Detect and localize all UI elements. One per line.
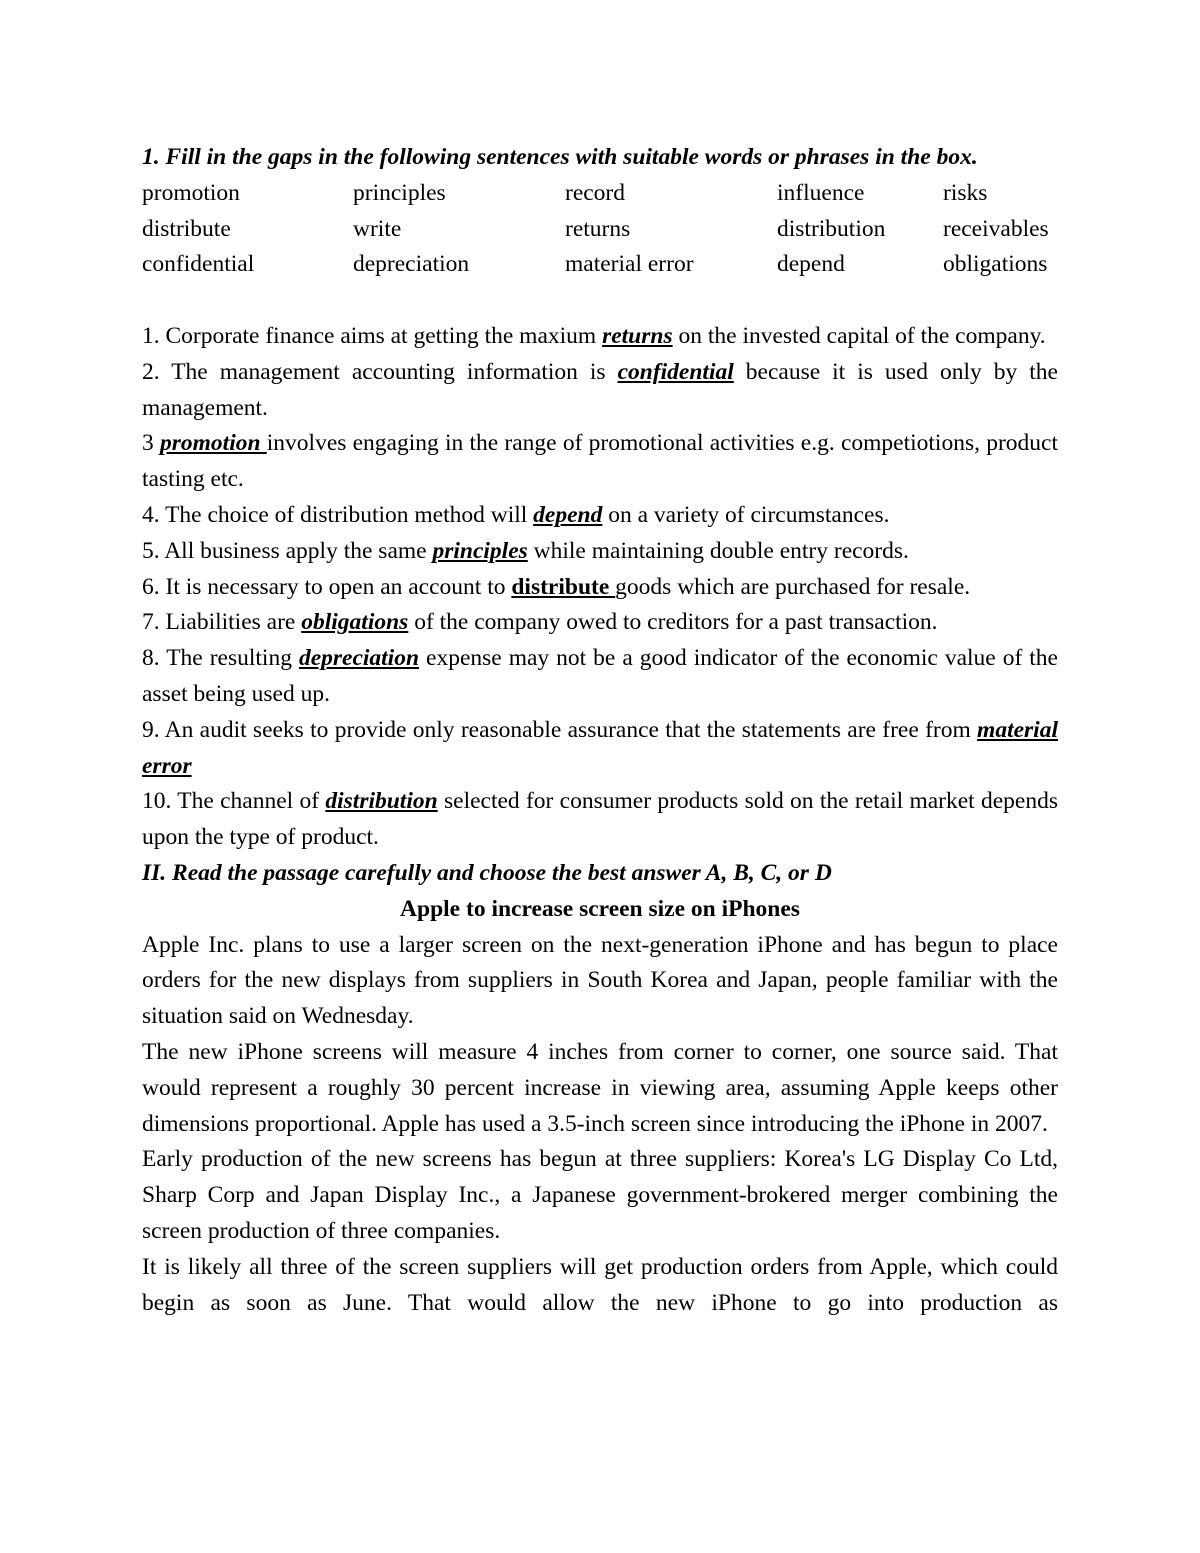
sentence-text: 2. The management accounting information is (142, 358, 618, 385)
sentence-7 (142, 605, 1058, 641)
sentence-5 (142, 534, 1058, 570)
answer-promotion: promotion (159, 430, 267, 457)
section1-heading: 1. Fill in the gaps in the following sentences with suitable words or phrases in the box. (142, 144, 978, 170)
sentence-text: 10. The channel of (142, 788, 326, 815)
sentence-text: of the company owed to creditors for a past transaction. (408, 609, 938, 636)
answer-obligations: obligations (301, 609, 409, 636)
word-box-item: record (565, 179, 626, 206)
sentence-text: selected for consumer products sold on the retail market depends upon the type of product. (142, 788, 1058, 851)
sentence-2 (142, 355, 1058, 427)
word-box-item: influence (777, 179, 865, 206)
sentence-text: 8. The resulting (142, 645, 299, 672)
sentence-4 (142, 498, 1058, 534)
word-box-item: confidential (142, 251, 255, 278)
sentence-text: 1. Corporate finance aims at getting the maxium (142, 322, 603, 349)
sentence-text: 7. Liabilities are (142, 609, 302, 636)
answer-distribution: distribution (325, 788, 438, 815)
sentence-text: while maintaining double entry records. (527, 537, 909, 564)
passage-title: Apple to increase screen size on iPhones (400, 895, 800, 922)
sentence-9 (142, 713, 1058, 785)
sentence-text: on a variety of circumstances. (602, 501, 890, 528)
sentence-text: expense may not be a good indicator of the economic value of the asset being used up. (142, 645, 1058, 707)
blank-line (142, 283, 1058, 319)
word-box-item: returns (565, 215, 631, 242)
answer-returns: returns (602, 322, 673, 349)
sentence-text: 3 (142, 430, 160, 457)
sentence-text: involves engaging in the range of promotional activities e.g. competiotions, product tasting etc. (142, 430, 1058, 493)
document-page (142, 140, 1058, 1321)
sentence-text: because it is used only by the management. (142, 358, 1058, 421)
sentence-text: on the invested capital of the company. (672, 322, 1046, 349)
passage-paragraph: It is likely all three of the screen suppliers will get production orders from Apple, which could begin as soon as June. That would allow the new iPhone to go into production as (142, 1253, 1058, 1316)
sentence-6 (142, 570, 1058, 606)
sentence-8 (142, 641, 1058, 713)
answer-confidential: confidential (617, 358, 734, 385)
sentence-text: goods which are purchased for resale. (615, 573, 971, 600)
section2-heading: II. Read the passage carefully and choose the best answer A, B, C, or D (142, 859, 832, 886)
word-box-item: material error (565, 251, 694, 278)
word-box-item: distribution (777, 215, 886, 242)
sentence-1 (142, 319, 1058, 355)
word-box-item: depend (777, 251, 845, 278)
sentence-10 (142, 784, 1058, 856)
answer-distribute: distribute (511, 573, 616, 600)
passage-paragraph: Apple Inc. plans to use a larger screen on the next-generation iPhone and has begun to place orders for the new displays from suppliers in South Korea and Japan, people familiar with the situation said on Wednesday. (142, 931, 1058, 1030)
answer-material-error: material error (142, 716, 1058, 779)
sentence-text: 9. An audit seeks to provide only reasonable assurance that the statements are free from (142, 716, 978, 743)
sentence-text: 5. All business apply the same (142, 537, 433, 564)
sentence-3 (142, 426, 1058, 498)
word-box-item: depreciation (353, 251, 470, 278)
sentence-text: 4. The choice of distribution method will (142, 501, 534, 528)
word-box-item: write (353, 215, 402, 242)
word-box-item: receivables (943, 215, 1049, 242)
word-box-item: distribute (142, 215, 231, 242)
sentence-text: 6. It is necessary to open an account to (142, 573, 512, 600)
word-box-item: risks (943, 179, 988, 206)
answer-depend: depend (533, 501, 603, 528)
answer-principles: principles (432, 537, 528, 564)
word-box-item: promotion (142, 179, 240, 206)
word-box (142, 176, 1058, 283)
passage-paragraph: The new iPhone screens will measure 4 inches from corner to corner, one source said. That would represent a roughly 30 percent increase in viewing area, assuming Apple keeps other dimensions proportional. Apple has used a 3.5-inch screen since introducing the iPhone in 2007. (142, 1038, 1058, 1137)
passage-paragraph: Early production of the new screens has begun at three suppliers: Korea's LG Display Co Ltd, Sharp Corp and Japan Display Inc., a Japanese government-brokered merger combining the screen production of three companies. (142, 1146, 1058, 1244)
word-box-item: principles (353, 179, 446, 206)
word-box-item: obligations (943, 251, 1048, 278)
answer-depreciation: depreciation (298, 645, 420, 672)
